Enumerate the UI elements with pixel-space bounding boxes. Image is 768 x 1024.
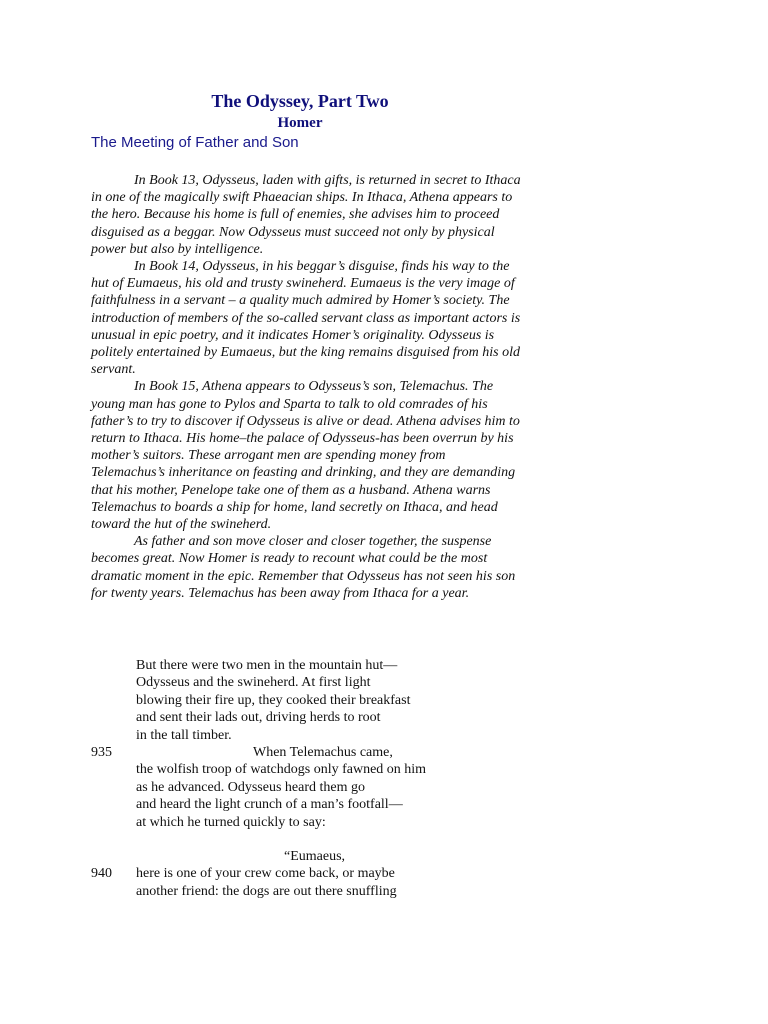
verse-line bbox=[91, 814, 531, 831]
verse-line bbox=[91, 744, 531, 761]
verse-line bbox=[91, 727, 531, 744]
verse-text: at which he turned quickly to say: bbox=[136, 814, 326, 830]
prose-paragraph: In Book 15, Athena appears to Odysseus’s son, Telemachus. The young man has gone to Pylos and Sparta to talk to old comrades of his father’s to try to discover if Odysseus is alive or dead. Athena advises him to return to Ithaca. His home–the palace of Odysseus-has been overrun by his mother’s suitors. These arrogant men are spending money from Telemachus’s inheritance on feasting and drinking, and they are demanding that his mother, Penelope take one of them as a husband. Athena warns Telemachus to boards a ship for home, land secretly on Ithaca, and head toward the hut of the swineherd. bbox=[91, 379, 520, 533]
verse-text: in the tall timber. bbox=[136, 727, 232, 743]
verse-text: Odysseus and the swineherd. At first light bbox=[136, 675, 371, 691]
verse-text: But there were two men in the mountain hut— bbox=[136, 658, 398, 673]
prose-paragraph: In Book 13, Odysseus, laden with gifts, is returned in secret to Ithaca in one of the magically swift Phaeacian ships. In Ithaca, Athena appears to the hero. Because his home is full of enemies, she advises him to proceed disguised as a beggar. Now Odysseus must succeed not only by physical power but also by intelligence. bbox=[91, 173, 521, 257]
document-title: The Odyssey, Part Two bbox=[211, 91, 389, 111]
verse-passage-2 bbox=[91, 848, 531, 900]
section-subtitle: The Meeting of Father and Son bbox=[91, 134, 299, 151]
verse-text: When Telemachus came, bbox=[253, 744, 393, 760]
verse-text: here is one of your crew come back, or maybe bbox=[136, 866, 395, 882]
verse-line bbox=[91, 848, 531, 865]
verse-passage-1 bbox=[91, 657, 531, 831]
verse-line bbox=[91, 692, 531, 709]
prose-paragraph: In Book 14, Odysseus, in his beggar’s disguise, finds his way to the hut of Eumaeus, his old and trusty swineherd. Eumaeus is the very image of faithfulness in a servant – a quality much admired by Homer’s society. The introduction of members of the so-called servant class as important actors is unusual in epic poetry, and it indicates Homer’s originality. Odysseus is politely entertained by Eumaeus, but the king remains disguised from his old servant. bbox=[91, 259, 521, 378]
verse-line bbox=[91, 779, 531, 796]
verse-text: “Eumaeus, bbox=[284, 849, 346, 864]
verse-text: the wolfish troop of watchdogs only fawned on him bbox=[136, 762, 427, 778]
verse-line bbox=[91, 761, 531, 778]
verse-line bbox=[91, 674, 531, 691]
verse-text: as he advanced. Odysseus heard them go bbox=[136, 779, 365, 795]
verse-line bbox=[91, 709, 531, 726]
verse-line bbox=[91, 796, 531, 813]
introduction-prose bbox=[91, 172, 521, 602]
verse-text: blowing their fire up, they cooked their breakfast bbox=[136, 692, 411, 708]
prose-paragraph: As father and son move closer and closer together, the suspense becomes great. Now Homer is ready to recount what could be the most dramatic moment in the epic. Remember that Odysseus has not seen his son for twenty years. Telemachus has been away from Ithaca for a year. bbox=[91, 534, 516, 601]
verse-line bbox=[91, 865, 531, 882]
verse-line bbox=[91, 657, 531, 674]
verse-text: another friend: the dogs are out there snuffling bbox=[136, 883, 397, 899]
line-number: 935 bbox=[91, 744, 112, 760]
verse-text: and sent their lads out, driving herds to root bbox=[136, 710, 381, 726]
author-name: Homer bbox=[277, 115, 323, 131]
verse-line bbox=[91, 883, 531, 900]
verse-text: and heard the light crunch of a man’s footfall— bbox=[136, 797, 403, 813]
line-number: 940 bbox=[91, 866, 112, 882]
